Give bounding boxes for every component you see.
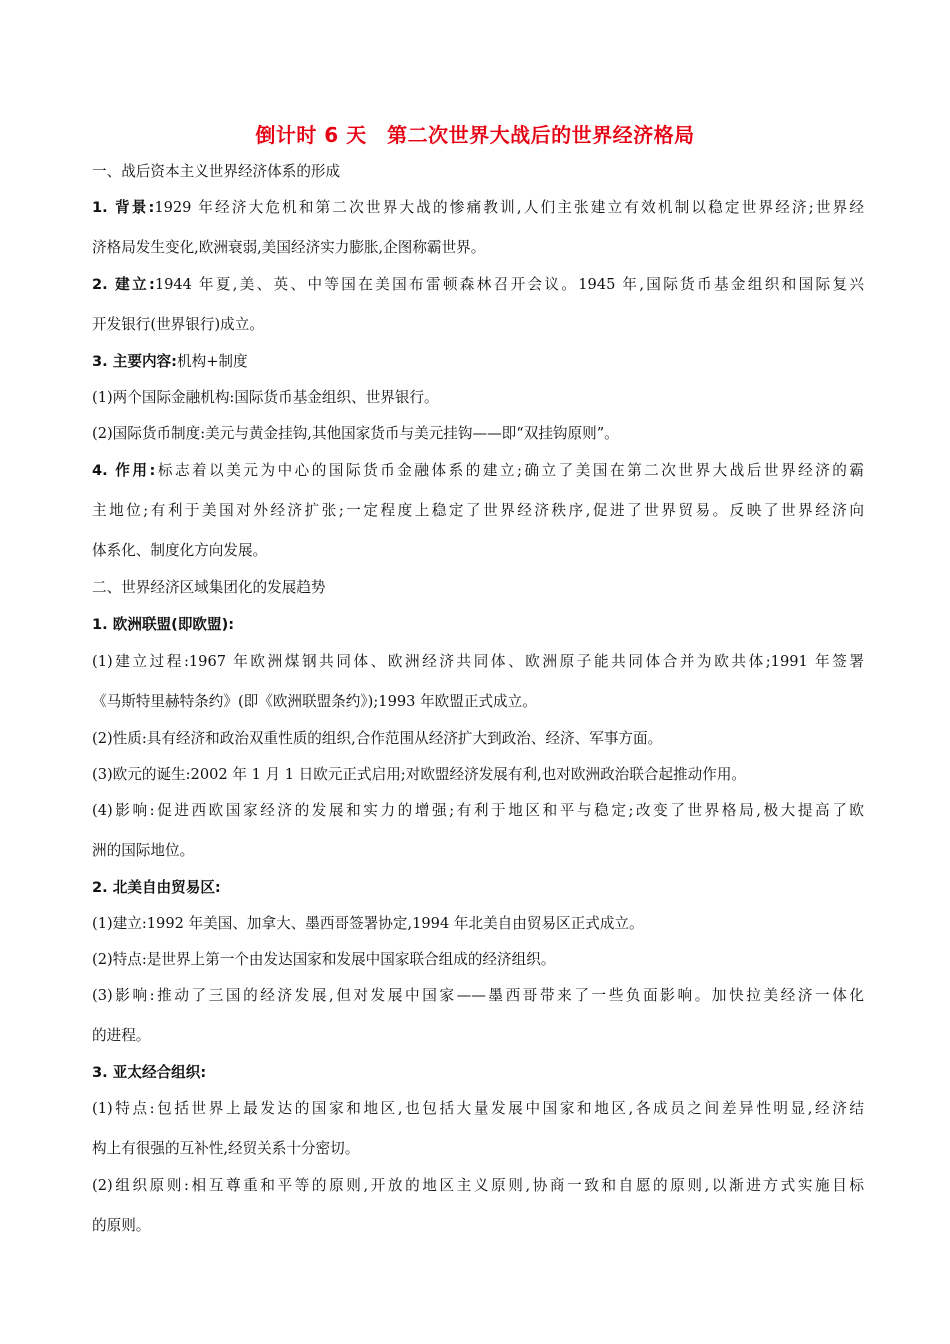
eu-item-4a: (4)影响:促进西欧国家经济的发展和实力的增强;有利于地区和平与稳定;改变了世界格局,极大提高了欧 [92,802,864,819]
eu-label: 1. 欧洲联盟(即欧盟): [92,616,235,633]
eu-item-3: (3)欧元的诞生:2002 年 1 月 1 日欧元正式启用;对欧盟经济发展有利,也对欧洲政治联合起推动作用。 [92,766,747,783]
role-label: 4. 作用: [92,462,156,479]
establish-line-1 [92,273,864,297]
background-text-2: 济格局发生变化,欧洲衰弱,美国经济实力膨胀,企图称霸世界。 [92,239,486,256]
role-text-3: 体系化、制度化方向发展。 [92,542,268,559]
background-label: 1. 背景: [92,199,155,216]
content-label: 3. 主要内容: [92,353,177,370]
apec-item-2b: 的原则。 [92,1217,151,1234]
section1-heading: 一、战后资本主义世界经济体系的形成 [92,163,341,180]
establish-text-1: 1944 年夏,美、英、中等国在美国布雷顿森林召开会议。1945 年,国际货币基金组织和国际复兴 [154,276,864,293]
background-line-1 [92,196,864,220]
eu-item-2: (2)性质:具有经济和政治双重性质的组织,合作范围从经济扩大到政治、经济、军事方面。 [92,730,663,747]
role-text-2: 主地位;有利于美国对外经济扩张;一定程度上稳定了世界经济秩序,促进了世界贸易。反映了世界经济向 [92,502,864,519]
apec-label: 3. 亚太经合组织: [92,1064,207,1081]
apec-item-1b: 构上有很强的互补性,经贸关系十分密切。 [92,1140,360,1157]
content-item-2: (2)国际货币制度:美元与黄金挂钩,其他国家货币与美元挂钩——即“双挂钩原则”。 [92,425,619,442]
nafta-item-1: (1)建立:1992 年美国、加拿大、墨西哥签署协定,1994 年北美自由贸易区正式成立。 [92,915,644,932]
page-title: 倒计时 6 天 第二次世界大战后的世界经济格局 [255,123,695,147]
establish-label: 2. 建立: [92,276,155,293]
nafta-label: 2. 北美自由贸易区: [92,879,221,896]
nafta-item-2: (2)特点:是世界上第一个由发达国家和发展中国家联合组成的经济组织。 [92,951,556,968]
background-text-1: 1929 年经济大危机和第二次世界大战的惨痛教训,人们主张建立有效机制以稳定世界经济;世界经 [154,199,864,216]
role-line-1 [92,459,864,483]
apec-item-2a: (2)组织原则:相互尊重和平等的原则,开放的地区主义原则,协商一致和自愿的原则,以渐进方式实施目标 [92,1177,864,1194]
role-text-1: 标志着以美元为中心的国际货币金融体系的建立;确立了美国在第二次世界大战后世界经济的霸 [155,462,865,479]
establish-text-2: 开发银行(世界银行)成立。 [92,316,264,333]
eu-item-1b: 《马斯特里赫特条约》(即《欧洲联盟条约》);1993 年欧盟正式成立。 [92,693,537,710]
apec-item-1a: (1)特点:包括世界上最发达的国家和地区,也包括大量发展中国家和地区,各成员之间差异性明显,经济结 [92,1100,864,1117]
eu-item-4b: 洲的国际地位。 [92,842,195,859]
content-text: 机构+制度 [177,353,248,370]
eu-item-1a: (1)建立过程:1967 年欧洲煤钢共同体、欧洲经济共同体、欧洲原子能共同体合并为欧共体;1991 年签署 [92,653,864,670]
section2-heading: 二、世界经济区域集团化的发展趋势 [92,579,326,596]
nafta-item-3a: (3)影响:推动了三国的经济发展,但对发展中国家——墨西哥带来了一些负面影响。加快拉美经济一体化 [92,987,864,1004]
content-line [92,350,864,374]
content-item-1: (1)两个国际金融机构:国际货币基金组织、世界银行。 [92,389,439,406]
nafta-item-3b: 的进程。 [92,1027,151,1044]
